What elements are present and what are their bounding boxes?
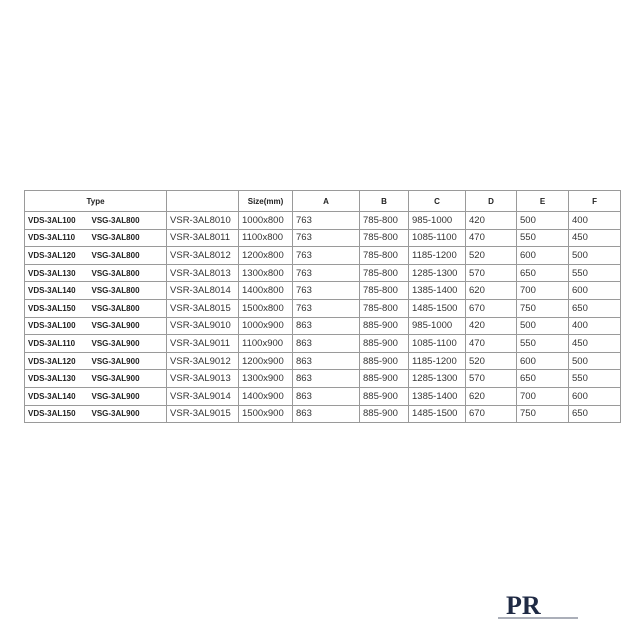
- cell-b: 885-900: [360, 352, 409, 370]
- table-row: [25, 317, 621, 335]
- cell-vsg: VSG-3AL800: [89, 229, 167, 247]
- cell-vds: VDS-3AL110: [25, 229, 89, 247]
- cell-b: 885-900: [360, 335, 409, 353]
- cell-size: 1400x800: [239, 282, 293, 300]
- cell-b: 885-900: [360, 317, 409, 335]
- header-type: Type: [25, 191, 167, 212]
- cell-d: 670: [466, 299, 517, 317]
- brand-logo: [498, 590, 578, 622]
- cell-f: 450: [569, 229, 621, 247]
- header-empty: [167, 191, 239, 212]
- cell-vds: VDS-3AL100: [25, 212, 89, 230]
- cell-vsr: VSR-3AL9013: [167, 370, 239, 388]
- cell-c: 1485-1500: [409, 405, 466, 423]
- cell-f: 400: [569, 317, 621, 335]
- cell-f: 650: [569, 299, 621, 317]
- cell-f: 500: [569, 352, 621, 370]
- cell-a: 763: [293, 212, 360, 230]
- cell-e: 650: [517, 370, 569, 388]
- cell-vsg: VSG-3AL900: [89, 352, 167, 370]
- table-row: [25, 247, 621, 265]
- cell-f: 650: [569, 405, 621, 423]
- cell-vds: VDS-3AL150: [25, 405, 89, 423]
- cell-vsg: VSG-3AL800: [89, 264, 167, 282]
- cell-e: 500: [517, 212, 569, 230]
- cell-c: 1285-1300: [409, 370, 466, 388]
- cell-vsr: VSR-3AL9012: [167, 352, 239, 370]
- cell-e: 600: [517, 247, 569, 265]
- cell-vsg: VSG-3AL900: [89, 405, 167, 423]
- table-row: [25, 282, 621, 300]
- header-b: B: [360, 191, 409, 212]
- cell-d: 620: [466, 387, 517, 405]
- cell-d: 470: [466, 335, 517, 353]
- header-f: F: [569, 191, 621, 212]
- cell-vsg: VSG-3AL900: [89, 317, 167, 335]
- cell-vsg: VSG-3AL800: [89, 282, 167, 300]
- cell-e: 700: [517, 387, 569, 405]
- header-c: C: [409, 191, 466, 212]
- cell-size: 1100x800: [239, 229, 293, 247]
- cell-a: 863: [293, 387, 360, 405]
- cell-f: 400: [569, 212, 621, 230]
- cell-b: 885-900: [360, 405, 409, 423]
- cell-vsr: VSR-3AL8010: [167, 212, 239, 230]
- cell-size: 1500x900: [239, 405, 293, 423]
- cell-vsr: VSR-3AL8012: [167, 247, 239, 265]
- cell-f: 500: [569, 247, 621, 265]
- cell-f: 550: [569, 264, 621, 282]
- cell-d: 570: [466, 264, 517, 282]
- cell-f: 600: [569, 387, 621, 405]
- cell-a: 863: [293, 405, 360, 423]
- cell-d: 620: [466, 282, 517, 300]
- header-e: E: [517, 191, 569, 212]
- cell-size: 1100x900: [239, 335, 293, 353]
- cell-e: 750: [517, 299, 569, 317]
- cell-b: 785-800: [360, 282, 409, 300]
- cell-size: 1400x900: [239, 387, 293, 405]
- cell-e: 550: [517, 335, 569, 353]
- cell-vsg: VSG-3AL900: [89, 370, 167, 388]
- cell-a: 763: [293, 247, 360, 265]
- cell-c: 1285-1300: [409, 264, 466, 282]
- cell-size: 1000x800: [239, 212, 293, 230]
- cell-c: 1185-1200: [409, 352, 466, 370]
- cell-b: 885-900: [360, 387, 409, 405]
- header-row: [25, 191, 621, 212]
- cell-size: 1300x800: [239, 264, 293, 282]
- cell-d: 420: [466, 317, 517, 335]
- table-row: [25, 264, 621, 282]
- cell-vds: VDS-3AL120: [25, 352, 89, 370]
- cell-vsg: VSG-3AL900: [89, 387, 167, 405]
- cell-vsr: VSR-3AL8013: [167, 264, 239, 282]
- cell-vds: VDS-3AL120: [25, 247, 89, 265]
- cell-b: 785-800: [360, 247, 409, 265]
- cell-vds: VDS-3AL140: [25, 387, 89, 405]
- header-d: D: [466, 191, 517, 212]
- cell-b: 785-800: [360, 299, 409, 317]
- cell-e: 600: [517, 352, 569, 370]
- cell-a: 763: [293, 264, 360, 282]
- cell-vsr: VSR-3AL8011: [167, 229, 239, 247]
- cell-vds: VDS-3AL100: [25, 317, 89, 335]
- cell-a: 763: [293, 299, 360, 317]
- cell-c: 985-1000: [409, 212, 466, 230]
- cell-e: 650: [517, 264, 569, 282]
- cell-d: 470: [466, 229, 517, 247]
- cell-vds: VDS-3AL140: [25, 282, 89, 300]
- cell-vsr: VSR-3AL9015: [167, 405, 239, 423]
- cell-vsr: VSR-3AL8015: [167, 299, 239, 317]
- cell-size: 1200x900: [239, 352, 293, 370]
- cell-vds: VDS-3AL130: [25, 370, 89, 388]
- cell-vds: VDS-3AL150: [25, 299, 89, 317]
- cell-f: 550: [569, 370, 621, 388]
- cell-a: 863: [293, 352, 360, 370]
- logo-text: PR: [506, 591, 541, 620]
- header-a: A: [293, 191, 360, 212]
- cell-b: 785-800: [360, 229, 409, 247]
- cell-c: 1085-1100: [409, 229, 466, 247]
- cell-c: 1485-1500: [409, 299, 466, 317]
- table-row: [25, 387, 621, 405]
- cell-vds: VDS-3AL110: [25, 335, 89, 353]
- cell-b: 785-800: [360, 264, 409, 282]
- cell-b: 785-800: [360, 212, 409, 230]
- cell-a: 763: [293, 282, 360, 300]
- cell-a: 863: [293, 370, 360, 388]
- table-row: [25, 212, 621, 230]
- cell-d: 570: [466, 370, 517, 388]
- header-size: Size(mm): [239, 191, 293, 212]
- cell-e: 500: [517, 317, 569, 335]
- cell-size: 1000x900: [239, 317, 293, 335]
- cell-a: 863: [293, 317, 360, 335]
- cell-vsg: VSG-3AL900: [89, 335, 167, 353]
- cell-b: 885-900: [360, 370, 409, 388]
- cell-e: 700: [517, 282, 569, 300]
- cell-size: 1300x900: [239, 370, 293, 388]
- cell-size: 1500x800: [239, 299, 293, 317]
- cell-c: 1085-1100: [409, 335, 466, 353]
- cell-c: 985-1000: [409, 317, 466, 335]
- cell-size: 1200x800: [239, 247, 293, 265]
- cell-f: 600: [569, 282, 621, 300]
- cell-d: 520: [466, 352, 517, 370]
- cell-d: 520: [466, 247, 517, 265]
- table-row: [25, 405, 621, 423]
- cell-a: 863: [293, 335, 360, 353]
- cell-e: 750: [517, 405, 569, 423]
- table-row: [25, 229, 621, 247]
- cell-vsr: VSR-3AL9014: [167, 387, 239, 405]
- cell-c: 1385-1400: [409, 387, 466, 405]
- cell-vsg: VSG-3AL800: [89, 299, 167, 317]
- cell-vds: VDS-3AL130: [25, 264, 89, 282]
- table-row: [25, 352, 621, 370]
- table-row: [25, 335, 621, 353]
- table-row: [25, 370, 621, 388]
- cell-d: 420: [466, 212, 517, 230]
- cell-c: 1185-1200: [409, 247, 466, 265]
- cell-vsr: VSR-3AL9010: [167, 317, 239, 335]
- cell-vsg: VSG-3AL800: [89, 247, 167, 265]
- cell-f: 450: [569, 335, 621, 353]
- cell-a: 763: [293, 229, 360, 247]
- cell-vsr: VSR-3AL8014: [167, 282, 239, 300]
- cell-c: 1385-1400: [409, 282, 466, 300]
- spec-table: [24, 190, 621, 423]
- table-row: [25, 299, 621, 317]
- cell-vsg: VSG-3AL800: [89, 212, 167, 230]
- cell-d: 670: [466, 405, 517, 423]
- cell-e: 550: [517, 229, 569, 247]
- cell-vsr: VSR-3AL9011: [167, 335, 239, 353]
